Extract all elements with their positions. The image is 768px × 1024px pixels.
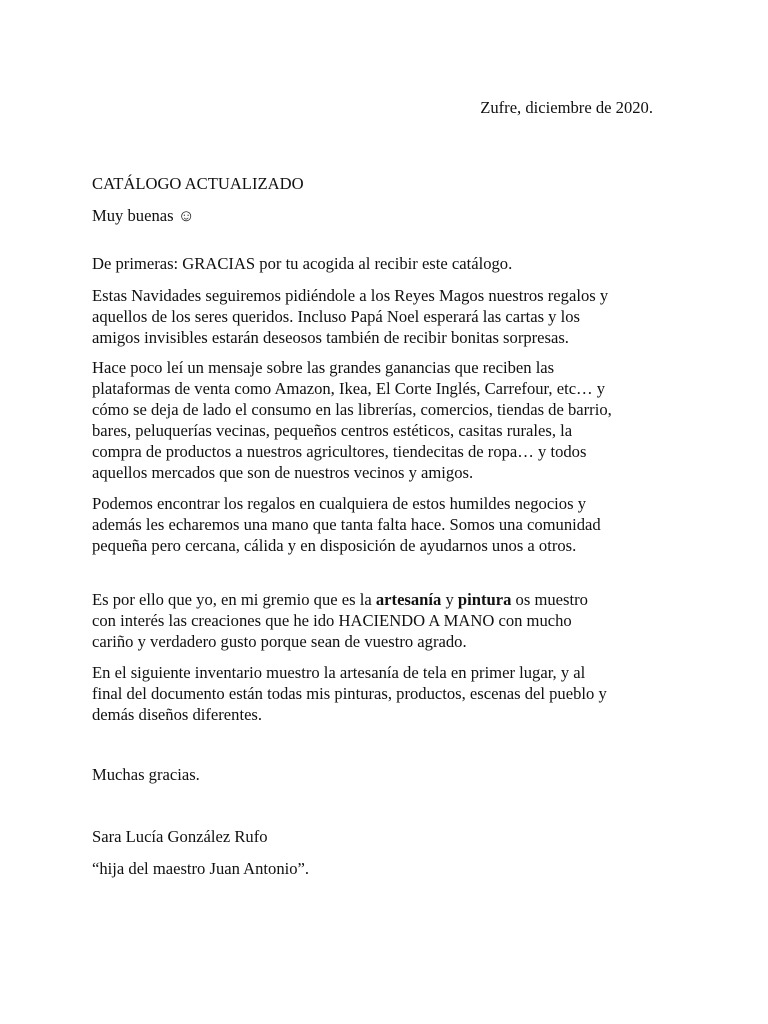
bold-artesania: artesanía	[375, 590, 442, 609]
paragraph-line: Podemos encontrar los regalos en cualquiera de estos humildes negocios y	[92, 494, 586, 513]
closing: Muchas gracias.	[92, 765, 200, 784]
paragraph-line	[92, 589, 588, 610]
text-run: os muestro	[511, 590, 588, 609]
paragraph-line: Hace poco leí un mensaje sobre las grandes ganancias que reciben las	[92, 358, 555, 377]
paragraph-line: Estas Navidades seguiremos pidiéndole a los Reyes Magos nuestros regalos y	[92, 286, 609, 305]
signature-name: Sara Lucía González Rufo	[92, 827, 268, 846]
paragraph-line: cómo se deja de lado el consumo en las librerías, comercios, tiendas de barrio,	[92, 400, 612, 419]
paragraph-line: amigos invisibles estarán deseosos también de recibir bonitas sorpresas.	[92, 328, 569, 347]
signature-note: “hija del maestro Juan Antonio”.	[92, 859, 310, 878]
paragraph-line: pequeña pero cercana, cálida y en disposición de ayudarnos unos a otros.	[92, 536, 577, 555]
paragraph-line: demás diseños diferentes.	[92, 705, 263, 724]
paragraph-line: En el siguiente inventario muestro la artesanía de tela en primer lugar, y al	[92, 663, 586, 682]
document-title: CATÁLOGO ACTUALIZADO	[92, 174, 304, 193]
paragraph-line: final del documento están todas mis pinturas, productos, escenas del pueblo y	[92, 684, 607, 703]
paragraph-line: plataformas de venta como Amazon, Ikea, El Corte Inglés, Carrefour, etc… y	[92, 379, 606, 398]
paragraph-thanks: De primeras: GRACIAS por tu acogida al recibir este catálogo.	[92, 254, 513, 273]
paragraph-line: compra de productos a nuestros agricultores, tiendecitas de ropa… y todos	[92, 442, 587, 461]
paragraph-line: cariño y verdadero gusto porque sean de vuestro agrado.	[92, 632, 467, 651]
paragraph-line: aquellos de los seres queridos. Incluso Papá Noel esperará las cartas y los	[92, 307, 580, 326]
paragraph-line: aquellos mercados que son de nuestros vecinos y amigos.	[92, 463, 474, 482]
paragraph-line: con interés las creaciones que he ido HACIENDO A MANO con mucho	[92, 611, 572, 630]
greeting: Muy buenas ☺	[92, 206, 195, 225]
bold-pintura: pintura	[457, 590, 512, 609]
paragraph-line: bares, peluquerías vecinas, pequeños centros estéticos, casitas rurales, la	[92, 421, 573, 440]
text-run: Es por ello que yo, en mi gremio que es la	[92, 590, 376, 609]
document-date: Zufre, diciembre de 2020.	[480, 98, 653, 117]
paragraph-line: además les echaremos una mano que tanta falta hace. Somos una comunidad	[92, 515, 601, 534]
text-run: y	[441, 590, 458, 609]
